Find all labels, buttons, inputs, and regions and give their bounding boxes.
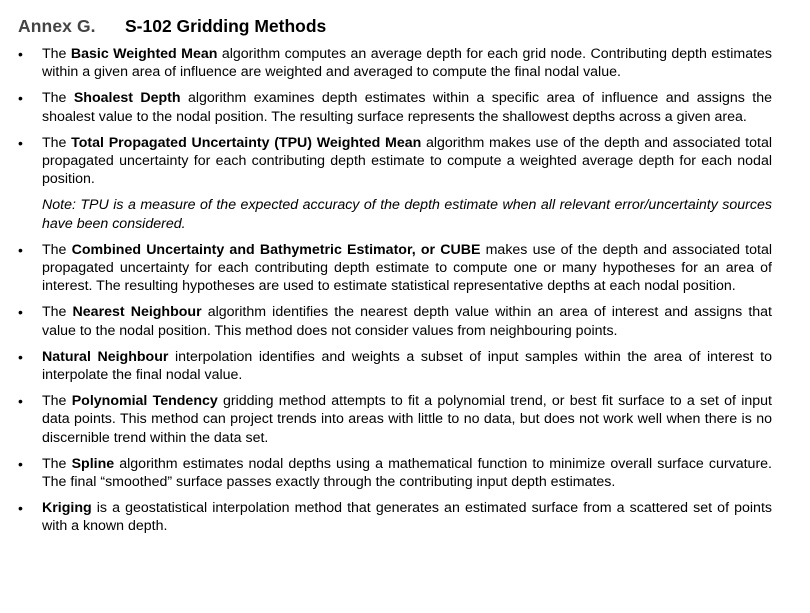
gridding-methods-list [18,45,772,188]
item-text: algorithm computes an average depth for each grid node. Contributing depth estimates within a given area of influence are weighted and averaged to compute the final nodal value. [42,46,773,81]
bullet-icon: • [18,304,23,321]
item-text: gridding method attempts to fit a polynomial trend, or best fit surface to a set of input data points. This method can project trends into areas with little to no data, but does not work well when there is no discernible trend within the data set. [42,393,772,446]
list-item-spline [18,455,772,491]
list-item-shoalest-depth [18,89,772,125]
list-item-polynomial-tendency [18,392,772,447]
list-item-tpu-weighted-mean [18,134,772,189]
list-item-kriging [18,499,772,535]
item-text: algorithm estimates nodal depths using a mathematical function to minimize overall surface curvature. The final “smoothed” surface passes exactly through the contributing input depth estimates. [42,455,773,491]
annex-number: Annex G. [18,16,96,36]
item-text-prefix: The [42,134,72,151]
method-term: Kriging [42,500,92,517]
list-item-cube [18,241,772,296]
tpu-note: Note: TPU is a measure of the expected accuracy of the depth estimate when all relevant error/uncertainty sources have been considered. [42,197,772,232]
method-term: Polynomial Tendency [71,393,218,410]
bullet-icon: • [18,134,23,151]
gridding-methods-list-continued [18,241,772,536]
item-text-prefix: The [42,241,72,258]
bullet-icon: • [18,241,23,258]
page-title: S-102 Gridding Methods [125,16,327,36]
item-text: makes use of the depth and associated total propagated uncertainty for each contributing depth estimate to compute one or many hypotheses for an area of interest. The resulting hypotheses are used to estimate statistical representative depths at each nodal position. [42,241,772,295]
method-term: Combined Uncertainty and Bathymetric Estimator, or CUBE [71,241,481,258]
annex-heading [18,16,772,37]
list-item-natural-neighbour [18,348,772,384]
method-term: Natural Neighbour [42,348,169,365]
bullet-icon: • [18,46,23,62]
method-term: Total Propagated Uncertainty (TPU) Weighted Mean [71,134,422,151]
bullet-icon: • [18,348,23,365]
item-text: algorithm examines depth estimates within a specific area of influence and assigns the shoalest value to the nodal position. The resulting surface represents the shallowest depths across a given area. [42,90,772,125]
list-item-basic-weighted-mean [18,45,772,81]
item-text-prefix: The [42,393,72,410]
method-term: Spline [71,455,115,472]
bullet-icon: • [18,393,23,410]
method-term: Basic Weighted Mean [70,46,218,62]
item-text-prefix: The [42,90,74,107]
item-text: algorithm identifies the nearest depth value within an area of interest and assigns that value to the nodal position. This method does not consider values from neighbouring points. [42,304,772,339]
item-text: is a geostatistical interpolation method that generates an estimated surface from a scattered set of points with a known depth. [42,500,772,535]
item-text-prefix: The [42,455,72,472]
item-text-prefix: The [42,46,71,62]
item-text: algorithm makes use of the depth and associated total propagated uncertainty for each contributing depth estimate to compute a weighted average depth for each nodal position. [42,134,772,188]
bullet-icon: • [18,90,23,107]
method-term: Nearest Neighbour [72,304,202,321]
bullet-icon: • [18,500,23,517]
method-term: Shoalest Depth [73,90,181,107]
item-text: interpolation identifies and weights a subset of input samples within the area of interest to interpolate the final nodal value. [42,348,772,384]
bullet-icon: • [18,455,23,472]
item-text-prefix: The [42,304,73,321]
list-item-nearest-neighbour [18,303,772,339]
